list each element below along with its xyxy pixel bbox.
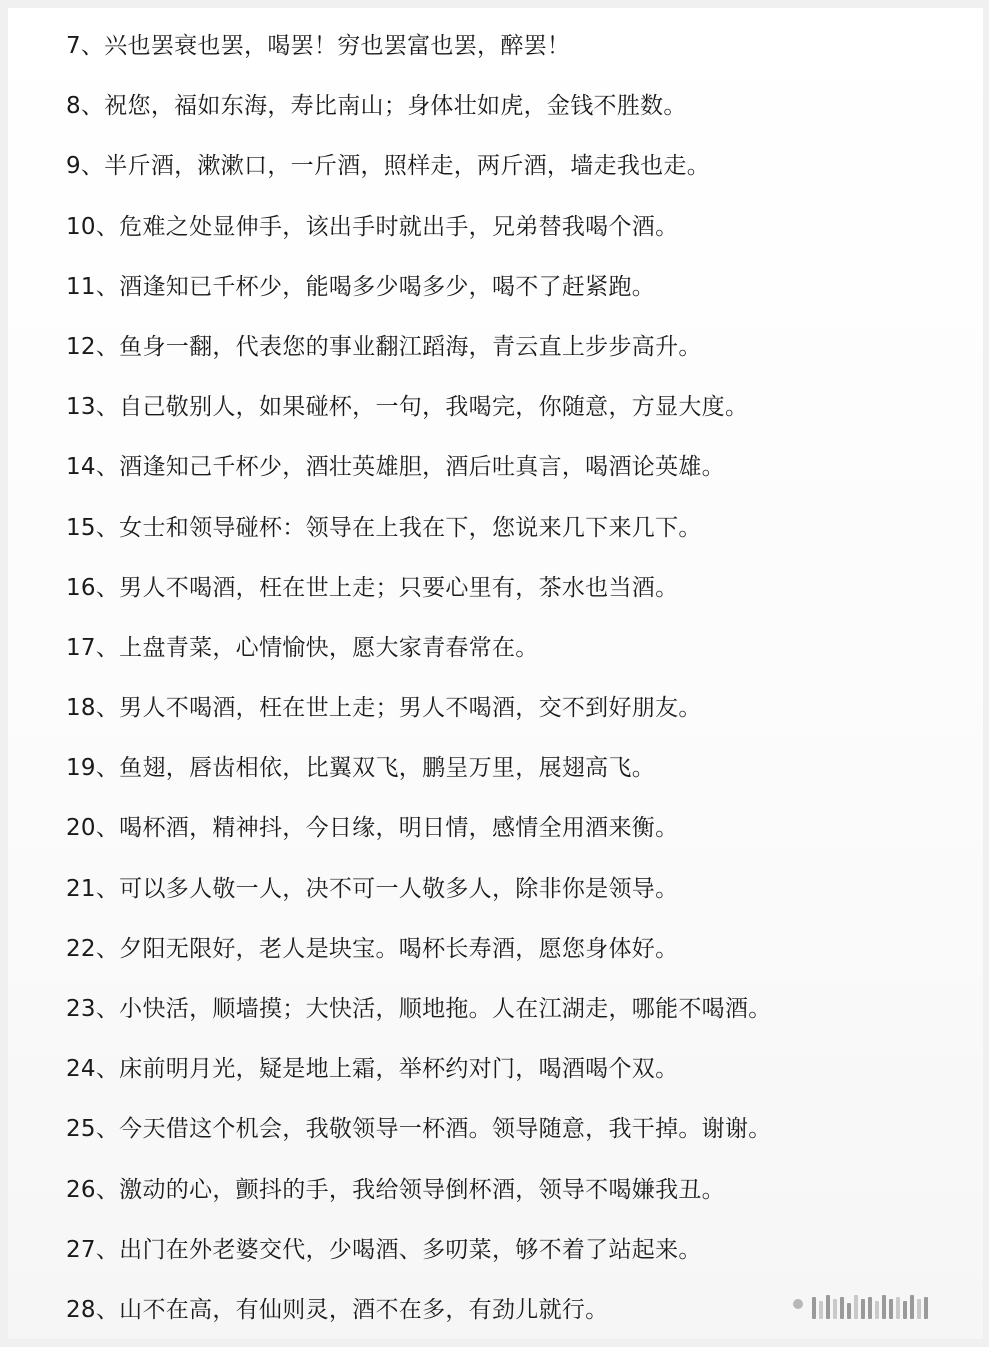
watermark-bar-icon [833, 1299, 837, 1319]
watermark-bar-icon [812, 1297, 816, 1319]
item-number: 14、 [66, 454, 120, 481]
list-item [66, 1107, 963, 1167]
list-item [66, 325, 963, 385]
list-item [66, 566, 963, 626]
item-number: 15、 [66, 514, 120, 541]
item-number: 23、 [66, 996, 120, 1022]
item-text: 激动的心，颤抖的手，我给领导倒杯酒，领导不喝嫌我丑。 [119, 1176, 725, 1203]
watermark-bar-icon [889, 1299, 893, 1319]
item-text: 自己敬别人，如果碰杯，一句，我喝完，你随意，方显大度。 [119, 394, 749, 421]
item-text: 上盘青菜，心情愉快，愿大家青春常在。 [119, 634, 539, 661]
list-item [66, 1228, 963, 1288]
item-number: 27、 [66, 1236, 120, 1263]
watermark-bar-icon [917, 1299, 921, 1319]
item-number: 28、 [66, 1296, 120, 1323]
item-number: 26、 [66, 1176, 120, 1203]
item-number: 11、 [66, 273, 120, 300]
toast-list [66, 24, 963, 1339]
list-item [66, 385, 963, 445]
list-item [66, 506, 963, 566]
item-number: 19、 [66, 755, 120, 782]
item-text: 男人不喝酒，枉在世上走；男人不喝酒，交不到好朋友。 [119, 695, 702, 722]
watermark-icon [793, 1289, 953, 1319]
watermark-dot-icon [793, 1299, 803, 1309]
list-item [66, 806, 963, 866]
item-text: 山不在高，有仙则灵，酒不在多，有劲儿就行。 [119, 1296, 609, 1323]
watermark-bar-icon [882, 1295, 886, 1319]
watermark-bar-icon [819, 1301, 823, 1319]
list-item [66, 867, 963, 927]
item-number: 17、 [66, 634, 120, 661]
item-text: 鱼身一翻，代表您的事业翻江蹈海，青云直上步步高升。 [119, 333, 702, 360]
watermark-bar-icon [896, 1297, 900, 1319]
item-text: 床前明月光，疑是地上霜，举杯约对门，喝酒喝个双。 [119, 1056, 679, 1083]
list-item [66, 626, 963, 686]
list-item [66, 746, 963, 806]
item-number: 8、 [66, 93, 105, 120]
item-number: 20、 [66, 815, 120, 842]
item-number: 16、 [66, 574, 120, 601]
item-text: 今天借这个机会，我敬领导一杯酒。领导随意，我干掉。谢谢。 [119, 1116, 772, 1143]
watermark-bar-icon [868, 1297, 872, 1319]
item-text: 半斤酒，漱漱口，一斤酒，照样走，两斤酒，墙走我也走。 [104, 153, 711, 180]
watermark-bar-icon [910, 1295, 914, 1319]
item-text: 小快活，顺墙摸；大快活，顺地拖。人在江湖走，哪能不喝酒。 [119, 996, 772, 1022]
item-text: 危难之处显伸手，该出手时就出手，兄弟替我喝个酒。 [119, 213, 679, 240]
item-text: 夕阳无限好，老人是块宝。喝杯长寿酒，愿您身体好。 [119, 935, 679, 962]
list-item [66, 686, 963, 746]
item-number: 22、 [66, 935, 120, 962]
item-number: 7、 [66, 33, 105, 59]
item-text: 女士和领导碰杯：领导在上我在下，您说来几下来几下。 [119, 514, 702, 541]
item-number: 24、 [66, 1056, 120, 1083]
item-text: 出门在外老婆交代，少喝酒、多叨菜，够不着了站起来。 [119, 1236, 702, 1263]
list-item [66, 1168, 963, 1228]
watermark-bar-icon [840, 1297, 844, 1319]
watermark-bar-icon [854, 1295, 858, 1319]
list-item [66, 205, 963, 265]
watermark-bar-icon [924, 1297, 928, 1319]
watermark-bar-icon [847, 1303, 851, 1319]
watermark-bar-icon [875, 1301, 879, 1319]
item-text: 酒逢知已千杯少，能喝多少喝多少，喝不了赶紧跑。 [119, 273, 656, 300]
watermark-bar-icon [861, 1299, 865, 1319]
item-number: 21、 [66, 875, 120, 902]
list-item [66, 1047, 963, 1107]
item-text: 酒逢知己千杯少，酒壮英雄胆，酒后吐真言，喝酒论英雄。 [119, 454, 725, 481]
item-number: 13、 [66, 394, 120, 421]
list-item [66, 144, 963, 204]
item-text: 喝杯酒，精神抖，今日缘，明日情，感情全用酒来衡。 [119, 815, 679, 842]
item-number: 25、 [66, 1116, 120, 1143]
watermark-bar-icon [826, 1295, 830, 1319]
item-number: 18、 [66, 695, 120, 722]
list-item [66, 445, 963, 505]
watermark-bar-icon [903, 1301, 907, 1319]
list-item [66, 84, 963, 144]
item-number: 12、 [66, 333, 120, 360]
list-item [66, 265, 963, 325]
item-text: 男人不喝酒，枉在世上走；只要心里有，茶水也当酒。 [119, 574, 679, 601]
list-item [66, 987, 963, 1047]
item-text: 可以多人敬一人，决不可一人敬多人，除非你是领导。 [119, 875, 679, 902]
list-item [66, 927, 963, 987]
item-number: 9、 [66, 153, 105, 180]
item-text: 祝您，福如东海，寿比南山；身体壮如虎，金钱不胜数。 [104, 93, 687, 120]
document-sheet [8, 8, 983, 1339]
item-text: 兴也罢衰也罢，喝罢！穷也罢富也罢，醉罢！ [104, 33, 571, 59]
item-text: 鱼翅，唇齿相依，比翼双飞，鹏呈万里，展翅高飞。 [119, 755, 656, 782]
item-number: 10、 [66, 213, 120, 240]
list-item [66, 24, 963, 84]
